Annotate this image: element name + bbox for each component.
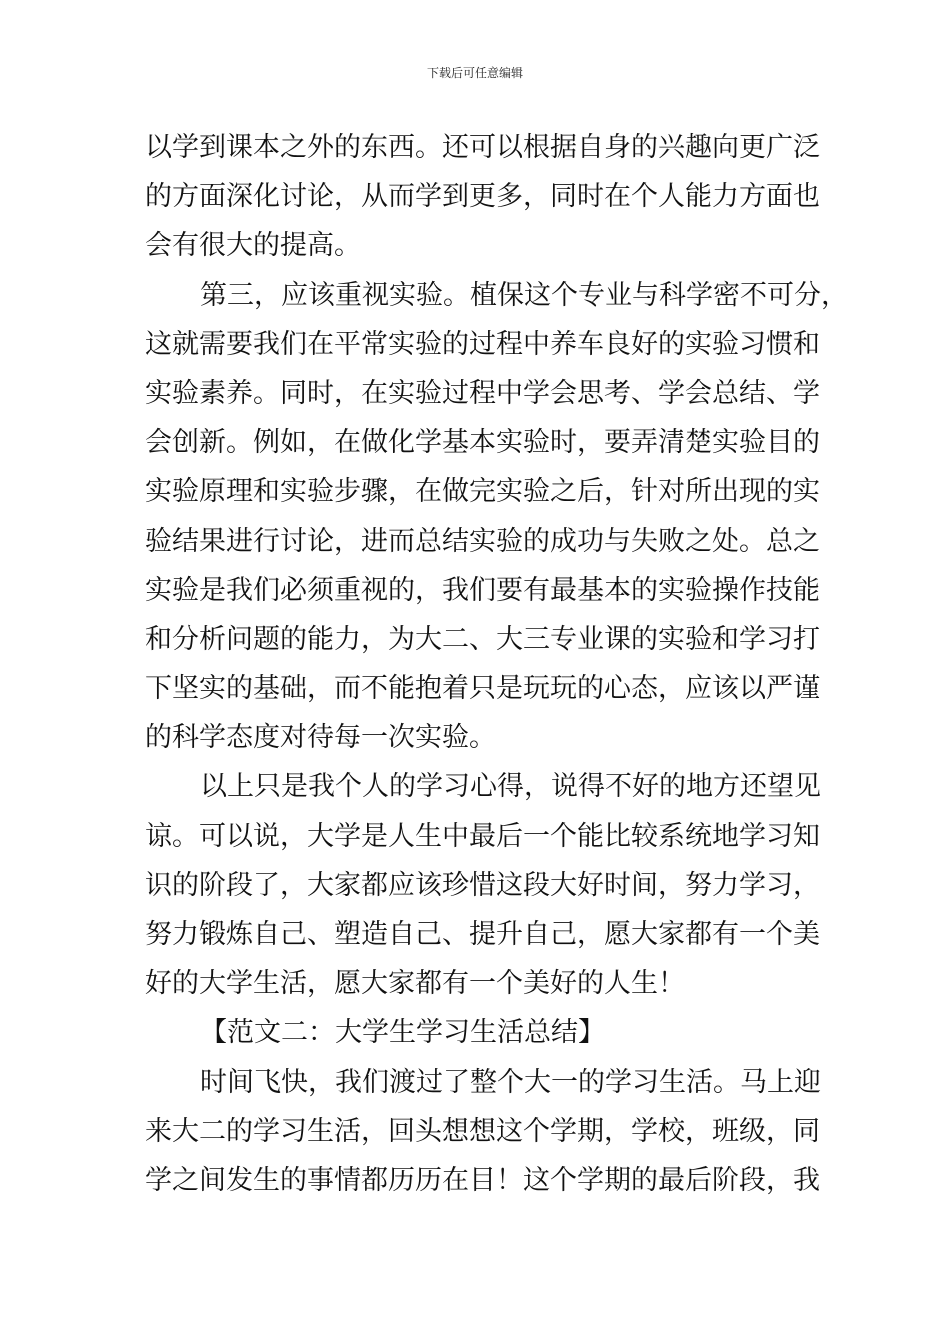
text-line: 谅。可以说，大学是人生中最后一个能比较系统地学习知 xyxy=(145,820,820,852)
text-line: 和分析问题的能力，为大二、大三专业课的实验和学习打 xyxy=(145,623,820,655)
text-line: 第三，应该重视实验。植保这个专业与科学密不可分， xyxy=(200,279,848,311)
text-line: 以上只是我个人的学习心得，说得不好的地方还望见 xyxy=(200,771,821,803)
text-line: 验结果进行讨论，进而总结实验的成功与失败之处。总之 xyxy=(145,525,820,557)
text-line: 的科学态度对待每一次实验。 xyxy=(145,722,496,754)
text-line: 的方面深化讨论，从而学到更多，同时在个人能力方面也 xyxy=(145,181,820,213)
text-line: 来大二的学习生活，回头想想这个学期，学校，班级，同 xyxy=(145,1115,820,1147)
text-line: 实验是我们必须重视的，我们要有最基本的实验操作技能 xyxy=(145,574,820,606)
text-line: 学之间发生的事情都历历在目！这个学期的最后阶段，我 xyxy=(145,1164,820,1196)
text-line: 下坚实的基础，而不能抱着只是玩玩的心态，应该以严谨 xyxy=(145,673,820,705)
text-line: 【范文二：大学生学习生活总结】 xyxy=(200,1017,605,1049)
text-line: 努力锻炼自己、塑造自己、提升自己，愿大家都有一个美 xyxy=(145,919,820,950)
text-line: 实验原理和实验步骤，在做完实验之后，针对所出现的实 xyxy=(145,476,820,508)
text-line: 好的大学生活，愿大家都有一个美好的人生！ xyxy=(145,968,685,1000)
text-line: 实验素养。同时，在实验过程中学会思考、学会总结、学 xyxy=(145,377,820,409)
text-line: 这就需要我们在平常实验的过程中养车良好的实验习惯和 xyxy=(145,328,820,360)
text-line: 会有很大的提高。 xyxy=(145,230,361,262)
text-line: 时间飞快，我们渡过了整个大一的学习生活。马上迎 xyxy=(200,1066,821,1098)
text-line: 以学到课本之外的东西。还可以根据自身的兴趣向更广泛 xyxy=(145,132,820,163)
header-note: 下载后可任意编辑 xyxy=(426,66,523,80)
text-line: 会创新。例如，在做化学基本实验时，要弄清楚实验目的 xyxy=(145,427,820,459)
text-line: 识的阶段了，大家都应该珍惜这段大好时间，努力学习， xyxy=(145,869,820,901)
document-body xyxy=(145,123,848,1205)
